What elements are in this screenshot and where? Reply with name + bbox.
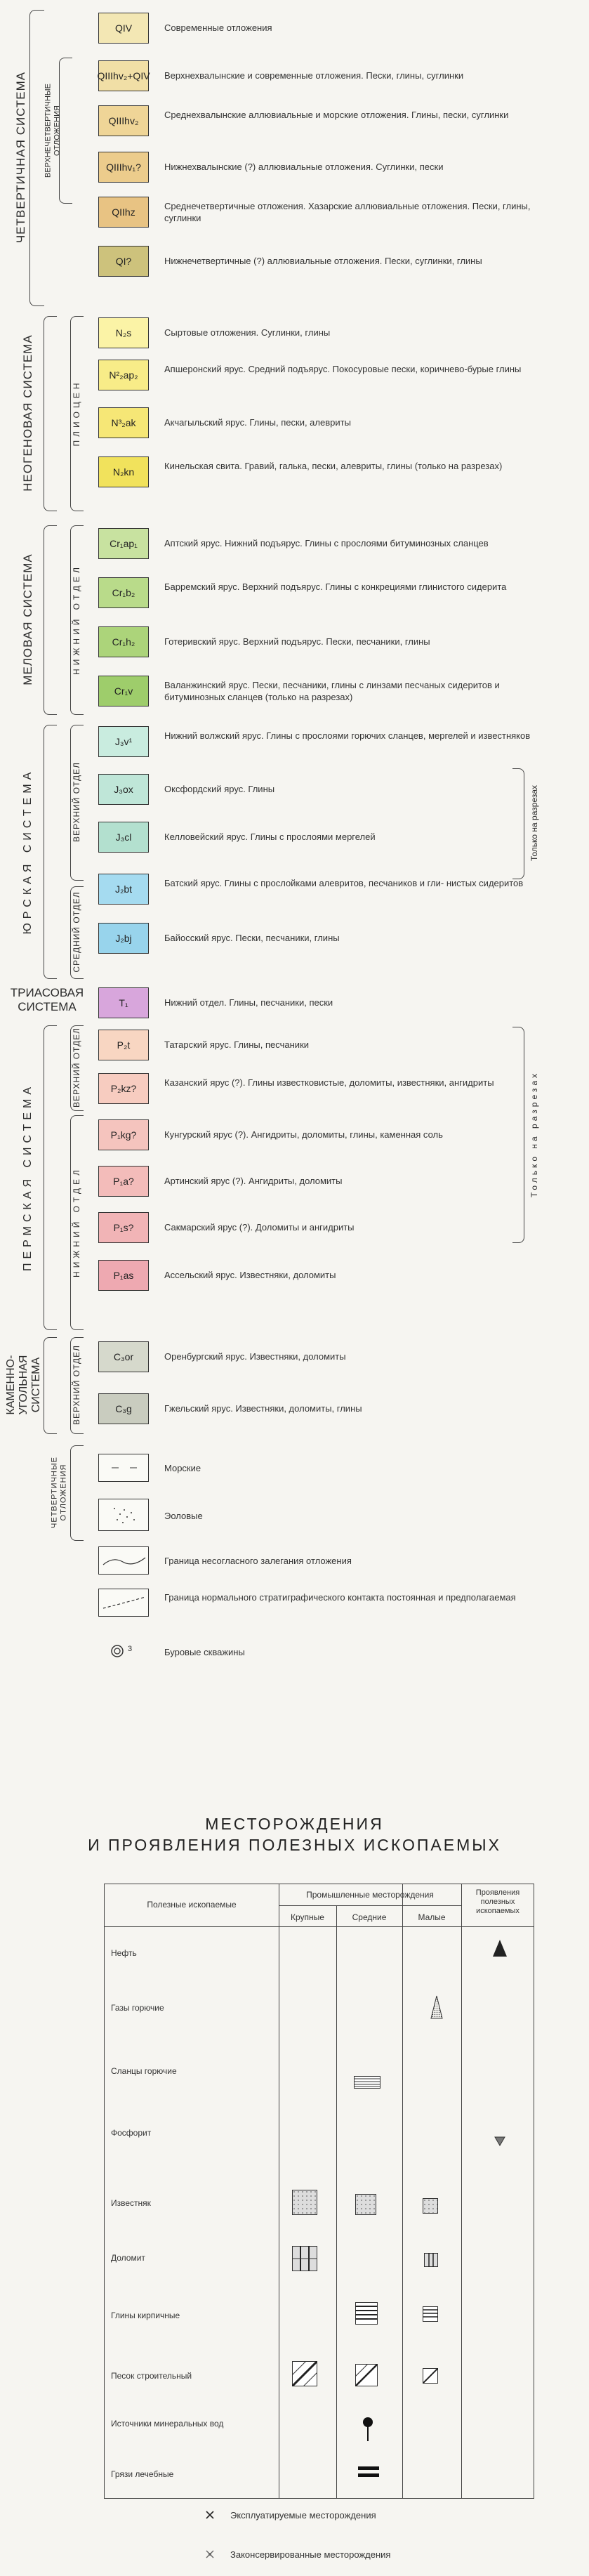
label-jurassic-middle: СРЕДНИЙ ОТДЕЛ (72, 891, 82, 973)
dolomite-small-icon (424, 2253, 438, 2267)
deposit-row-label: Нефть (111, 1948, 137, 1958)
unit-description: Кинельская свита. Гравий, галька, пески, алевриты, глины (только на разрезах) (164, 461, 503, 471)
limestone-medium-icon (355, 2194, 376, 2215)
unit-code: Cr₁b₂ (112, 587, 135, 598)
exploited-icon (205, 2510, 215, 2520)
header-occurrences: Проявления полезных ископаемых (475, 1888, 520, 1915)
label-only-in-sections-2: Только на разрезах (529, 1070, 540, 1198)
unit-box (98, 626, 149, 657)
unit-box (98, 528, 149, 559)
sand-large-icon (292, 2361, 317, 2386)
unit-box (98, 1119, 149, 1150)
deposit-row-label: Доломит (111, 2253, 145, 2263)
borehole-number: 3 (128, 1645, 133, 1653)
footer-exploited: Эксплуатируемые месторождения (230, 2510, 376, 2521)
unit-description: Келловейский ярус. Глины с прослоями мергелей (164, 832, 376, 842)
unit-code: QIIIhv₂ (108, 115, 139, 126)
brick-clay-medium-icon (355, 2302, 378, 2325)
label-cretaceous: МЕЛОВАЯ СИСТЕМА (21, 553, 35, 685)
deposits-title-line2: И ПРОЯВЛЕНИЯ ПОЛЕЗНЫХ ИСКОПАЕМЫХ (88, 1836, 501, 1854)
unit-code: QIIhz (112, 206, 135, 218)
symbol-marine (98, 1454, 149, 1482)
deposit-row-label: Газы горючие (111, 2003, 164, 2013)
unit-code: QIIIhv₁? (106, 162, 141, 173)
unit-description: Готеривский ярус. Верхний подъярус. Пески, песчаники, глины (164, 636, 430, 647)
unit-description: Среднехвалынские аллювиальные и морские отложения. Глины, пески, суглинки (164, 110, 509, 120)
unit-code: P₂kz? (110, 1083, 137, 1094)
unit-description: Байосский ярус. Пески, песчаники, глины (164, 933, 340, 943)
unit-code: QIV (114, 22, 133, 34)
header-large: Крупные (291, 1912, 324, 1922)
unit-description: Аптский ярус. Нижний подъярус. Глины с прослоями битуминозных сланцев (164, 538, 489, 548)
unit-box (98, 987, 149, 1018)
unit-box (98, 1393, 149, 1424)
dashed-line-icon (99, 1589, 148, 1617)
label-cretaceous-lower: НИЖНИЙ ОТДЕЛ (72, 564, 82, 675)
bracket-cretaceous (44, 525, 57, 715)
unit-box (98, 1212, 149, 1243)
bracket-jurassic (44, 725, 57, 979)
unit-box (98, 105, 149, 136)
unit-description: Батский ярус. Глины с прослойками алевритов, песчаников и гли- нистых сидеритов (164, 878, 524, 888)
brick-clay-small-icon (423, 2306, 438, 2322)
wavy-line-icon (99, 1546, 148, 1575)
header-minerals: Полезные ископаемые (147, 1900, 237, 1910)
unit-box (98, 1260, 149, 1291)
sand-medium-icon (355, 2364, 378, 2386)
unit-description: Барремский ярус. Верхний подъярус. Глины с конкрециями глинистого сидерита (164, 581, 507, 592)
label-pliocene: ПЛИОЦЕН (72, 379, 82, 447)
label-quaternary-deposits: ЧЕТВЕРТИЧНЫЕ ОТЛОЖЕНИЯ (50, 1457, 67, 1528)
label-neogene: НЕОГЕНОВАЯ СИСТЕМА (21, 334, 35, 492)
symbol-normal-contact-text: Граница нормального стратиграфического контакта постоянная и предполагаемая (164, 1592, 516, 1603)
unit-description: Нижнечетвертичные (?) аллювиальные отложения. Пески, суглинки, глины (164, 256, 482, 266)
symbol-eolian-text: Эоловые (164, 1511, 203, 1521)
unit-box (98, 676, 149, 707)
unit-code: J₂bj (115, 933, 132, 944)
unit-box (98, 197, 149, 228)
unit-box (98, 60, 149, 91)
unit-code: P₁as (113, 1270, 134, 1281)
label-carboniferous: КАМЕННО-УГОЛЬНАЯ СИСТЕМА (5, 1355, 42, 1415)
unit-description: Современные отложения (164, 22, 272, 33)
label-carboniferous-upper: ВЕРХНИЙ ОТДЕЛ (72, 1345, 82, 1425)
unit-code: P₁s? (113, 1222, 134, 1233)
unit-box (98, 317, 149, 348)
unit-code: N₂kn (112, 466, 135, 478)
unit-description: Татарский ярус. Глины, песчаники (164, 1039, 310, 1050)
symbol-unconformity (98, 1546, 149, 1575)
footer-conserved: Законсервированные месторождения (230, 2549, 391, 2560)
unit-code: P₂t (117, 1039, 131, 1051)
label-only-in-sections-1: Только на разрезах (529, 784, 540, 862)
unit-box (98, 774, 149, 805)
unit-description: Верхнехвалынские и современные отложения. Пески, глины, суглинки (164, 70, 464, 81)
deposit-row-label: Сланцы горючие (111, 2066, 177, 2076)
label-permian-lower: НИЖНИЙ ОТДЕЛ (72, 1167, 82, 1277)
symbol-borehole-text: Буровые скважины (164, 1647, 245, 1657)
unit-box (98, 456, 149, 487)
unit-box (98, 874, 149, 905)
unit-description: Кунгурский ярус (?). Ангидриты, доломиты, глины, каменная соль (164, 1129, 443, 1140)
label-permian-upper: ВЕРХНИЙ ОТДЕЛ (72, 1027, 82, 1108)
unit-code: J₃ox (114, 784, 133, 795)
unit-description: Нижний волжский ярус. Глины с прослоями горючих сланцев, мергелей и известняков (164, 730, 531, 741)
label-triassic: ТРИАСОВАЯ СИСТЕМА (10, 986, 84, 1013)
unit-code: P₁kg? (110, 1129, 137, 1141)
header-small: Малые (418, 1912, 446, 1922)
unit-code: C₃or (113, 1351, 134, 1362)
unit-code: Cr₁ap₁ (110, 538, 138, 549)
unit-box (98, 1166, 149, 1197)
bracket-carboniferous (44, 1337, 57, 1434)
unit-box (98, 246, 149, 277)
unit-code: Cr₁h₂ (112, 636, 135, 648)
label-quaternary: ЧЕТВЕРТИЧНАЯ СИСТЕМА (14, 71, 28, 244)
mineral-water-icon (361, 2416, 375, 2443)
bracket-permian (44, 1025, 57, 1330)
unit-box (98, 822, 149, 853)
unit-code: N²₂ap₂ (109, 369, 138, 381)
label-permian: ПЕРМСКАЯ СИСТЕМА (21, 1082, 34, 1272)
header-industrial: Промышленные месторождения (306, 1890, 434, 1900)
unit-code: N₂s (115, 327, 132, 339)
unit-description: Нижний отдел. Глины, песчаники, пески (164, 997, 333, 1008)
phosphorite-triangle-icon (494, 2136, 505, 2146)
label-upper-quaternary: ВЕРХНЕЧЕТВЕРТИЧНЫЕ ОТЛОЖЕНИЯ (44, 84, 61, 178)
unit-description: Ассельский ярус. Известняки, доломиты (164, 1270, 336, 1280)
unit-box (98, 1341, 149, 1372)
deposit-row-label: Грязи лечебные (111, 2469, 174, 2479)
unit-box (98, 13, 149, 44)
unit-code: N³₂ak (111, 417, 136, 428)
unit-box (98, 726, 149, 757)
bracket-quaternary (29, 10, 44, 306)
deposit-row-label: Песок строительный (111, 2371, 192, 2381)
deposit-row-label: Известняк (111, 2198, 151, 2208)
oil-triangle-icon (491, 1938, 508, 1958)
unit-description: Апшеронский ярус. Средний подъярус. Покосуровые пески, коричнево-бурые глины (164, 364, 522, 374)
label-jurassic-upper: ВЕРХНИЙ ОТДЕЛ (72, 762, 82, 842)
symbol-eolian (98, 1499, 149, 1531)
deposit-row-label: Фосфорит (111, 2128, 152, 2138)
unit-description: Среднечетвертичные отложения. Хазарские аллювиальные отложения. Пески, глины, суглинки (164, 201, 531, 223)
gas-triangle-icon (430, 1995, 444, 2020)
deposit-row-label: Источники минеральных вод (111, 2419, 224, 2429)
therapeutic-mud-icon (357, 2465, 380, 2479)
dolomite-large-icon (292, 2246, 317, 2271)
borehole-icon (110, 1643, 125, 1659)
unit-code: T₁ (119, 997, 128, 1008)
deposits-title-line1: МЕСТОРОЖДЕНИЯ (205, 1815, 384, 1833)
unit-description: Оренбургский ярус. Известняки, доломиты (164, 1351, 346, 1362)
conserved-icon (205, 2549, 215, 2559)
unit-box (98, 1073, 149, 1104)
unit-box (98, 577, 149, 608)
label-jurassic: ЮРСКАЯ СИСТЕМА (21, 768, 34, 935)
sand-small-icon (423, 2368, 438, 2384)
bracket-quaternary-deposits (70, 1445, 84, 1541)
unit-code: J₃v¹ (114, 736, 133, 747)
unit-code: Cr₁v (114, 685, 133, 697)
unit-description: Валанжинский ярус. Пески, песчаники, глины с линзами песчаных сидеритов и битуминозных сланцев (только на разрезах) (164, 680, 500, 702)
unit-code: J₃cl (115, 832, 132, 843)
unit-description: Акчагыльский ярус. Глины, пески, алевриты (164, 417, 351, 428)
deposit-row-label: Глины кирпичные (111, 2311, 180, 2320)
unit-description: Казанский ярус (?). Глины известковистые, доломиты, известняки, ангидриты (164, 1077, 494, 1088)
unit-box (98, 407, 149, 438)
unit-code: QI? (115, 256, 132, 267)
symbol-marine-text: Морские (164, 1463, 201, 1473)
unit-code: QIIIhv₂+QIV (97, 70, 150, 81)
marine-pattern-icon (99, 1454, 148, 1482)
unit-code: P₁a? (113, 1176, 134, 1187)
deposits-table (104, 1884, 534, 2499)
unit-description: Нижнехвалынские (?) аллювиальные отложения. Суглинки, пески (164, 162, 444, 172)
unit-box (98, 1030, 149, 1060)
unit-description: Гжельский ярус. Известняки, доломиты, глины (164, 1403, 362, 1414)
limestone-small-icon (423, 2198, 438, 2214)
unit-description: Сакмарский ярус (?). Доломиты и ангидриты (164, 1222, 355, 1233)
bracket-neogene (44, 316, 57, 511)
limestone-large-icon (292, 2190, 317, 2215)
unit-code: C₃g (115, 1403, 132, 1414)
unit-box (98, 152, 149, 183)
unit-description: Артинский ярус (?). Ангидриты, доломиты (164, 1176, 343, 1186)
unit-code: J₂bt (114, 883, 133, 895)
shale-medium-icon (354, 2076, 380, 2089)
eolian-pattern-icon (99, 1499, 148, 1531)
header-medium: Средние (352, 1912, 387, 1922)
unit-box (98, 360, 149, 390)
unit-description: Оксфордский ярус. Глины (164, 784, 275, 794)
symbol-normal-contact (98, 1589, 149, 1617)
unit-box (98, 923, 149, 954)
symbol-unconformity-text: Граница несогласного залегания отложения (164, 1556, 352, 1566)
unit-description: Сыртовые отложения. Суглинки, глины (164, 327, 331, 338)
